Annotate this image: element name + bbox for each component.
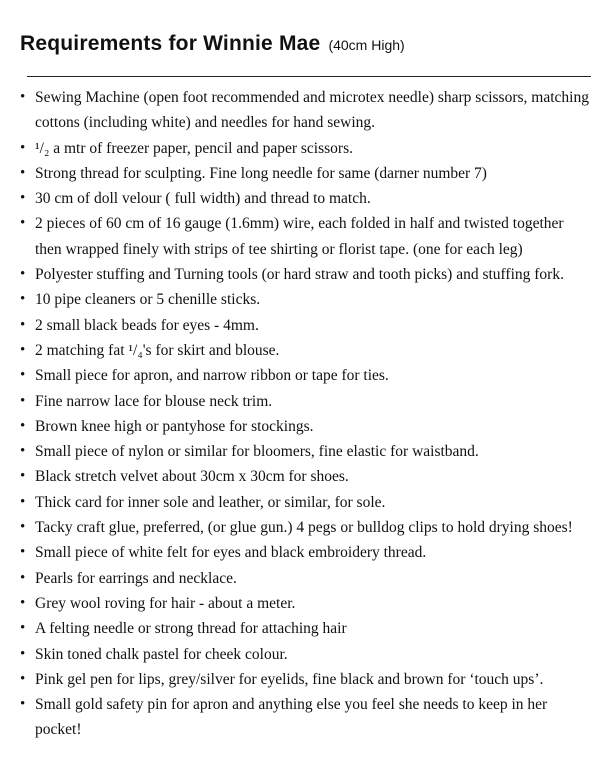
- list-item: [20, 363, 593, 388]
- bullet-icon: •: [20, 645, 26, 662]
- requirement-text: 30 cm of doll velour ( full width) and thread to match.: [35, 190, 371, 208]
- list-item: [20, 414, 593, 439]
- list-item: [20, 642, 593, 667]
- requirement-text: Pearls for earrings and necklace.: [35, 569, 237, 587]
- bullet-icon: •: [20, 367, 26, 384]
- requirement-text: A felting needle or strong thread for attaching hair: [35, 620, 347, 638]
- bullet-icon: •: [20, 164, 26, 181]
- requirement-text: Skin toned chalk pastel for cheek colour.: [35, 645, 288, 663]
- divider-rule: [27, 76, 591, 77]
- requirement-text: Grey wool roving for hair - about a meter.: [35, 594, 296, 612]
- list-item: [20, 490, 593, 515]
- bullet-icon: •: [20, 139, 26, 156]
- list-item: [20, 692, 593, 743]
- requirement-text: Black stretch velvet about 30cm x 30cm for shoes.: [35, 468, 349, 486]
- list-item: [20, 186, 593, 211]
- bullet-icon: •: [20, 443, 26, 460]
- list-item: [20, 439, 593, 464]
- requirement-text: Small gold safety pin for apron and anything else you feel she needs to keep in her pocket!: [35, 696, 548, 739]
- bullet-icon: •: [20, 266, 26, 283]
- bullet-icon: •: [20, 215, 26, 232]
- bullet-icon: •: [20, 493, 26, 510]
- list-item: [20, 287, 593, 312]
- bullet-icon: •: [20, 519, 26, 536]
- bullet-icon: •: [20, 89, 26, 105]
- bullet-icon: •: [20, 392, 26, 409]
- requirement-text: Tacky craft glue, preferred, (or glue gun.) 4 pegs or bulldog clips to hold drying shoes!: [35, 519, 573, 537]
- bullet-icon: •: [20, 190, 26, 207]
- bullet-icon: •: [20, 316, 26, 333]
- list-item: [20, 464, 593, 489]
- bullet-icon: •: [20, 620, 26, 637]
- requirement-text: Strong thread for sculpting. Fine long needle for same (darner number 7): [35, 164, 487, 182]
- page-subtitle: (40cm High): [328, 37, 405, 53]
- bullet-icon: •: [20, 544, 26, 561]
- bullet-icon: •: [20, 594, 26, 611]
- requirement-text: Brown knee high or pantyhose for stockings.: [35, 417, 314, 435]
- list-item: [20, 667, 593, 692]
- list-item: [20, 616, 593, 641]
- list-item: [20, 136, 593, 161]
- list-item: [20, 313, 593, 338]
- list-item: [20, 85, 593, 136]
- requirements-list: [20, 85, 593, 743]
- requirement-text: Thick card for inner sole and leather, or similar, for sole.: [35, 493, 386, 511]
- bullet-icon: •: [20, 417, 26, 434]
- requirement-text: Polyester stuffing and Turning tools (or hard straw and tooth picks) and stuffing fork.: [35, 266, 564, 284]
- requirement-text: 2 matching fat ¹/₄'s for skirt and blouse.: [35, 341, 280, 359]
- list-item: [20, 262, 593, 287]
- bullet-icon: •: [20, 569, 26, 586]
- page-title: Requirements for Winnie Mae: [20, 32, 321, 55]
- bullet-icon: •: [20, 670, 26, 687]
- requirement-text: Pink gel pen for lips, grey/silver for eyelids, fine black and brown for ‘touch ups’.: [35, 670, 544, 688]
- requirement-text: Fine narrow lace for blouse neck trim.: [35, 392, 273, 410]
- list-item: [20, 338, 593, 363]
- list-item: [20, 591, 593, 616]
- list-item: [20, 389, 593, 414]
- requirement-text: Small piece of nylon or similar for bloomers, fine elastic for waistband.: [35, 443, 479, 461]
- requirement-text: Small piece for apron, and narrow ribbon or tape for ties.: [35, 367, 389, 385]
- requirement-text: 2 small black beads for eyes - 4mm.: [35, 316, 259, 334]
- list-item: [20, 161, 593, 186]
- list-item: [20, 566, 593, 591]
- list-item: [20, 540, 593, 565]
- bullet-icon: •: [20, 341, 26, 358]
- bullet-icon: •: [20, 291, 26, 308]
- list-item: [20, 515, 593, 540]
- bullet-icon: •: [20, 468, 26, 485]
- requirement-text: ¹/₂ a mtr of freezer paper, pencil and paper scissors.: [35, 139, 353, 157]
- bullet-icon: •: [20, 696, 26, 713]
- requirement-text: Sewing Machine (open foot recommended and microtex needle) sharp scissors, matching cottons (including white) and needles for hand sewing.: [35, 89, 589, 132]
- header: [20, 32, 593, 56]
- list-item: [20, 211, 593, 262]
- requirement-text: Small piece of white felt for eyes and black embroidery thread.: [35, 544, 427, 562]
- requirement-text: 10 pipe cleaners or 5 chenille sticks.: [35, 291, 261, 309]
- requirement-text: 2 pieces of 60 cm of 16 gauge (1.6mm) wire, each folded in half and twisted together then wrapped finely with strips of tee shirting or florist tape. (one for each leg): [35, 215, 564, 258]
